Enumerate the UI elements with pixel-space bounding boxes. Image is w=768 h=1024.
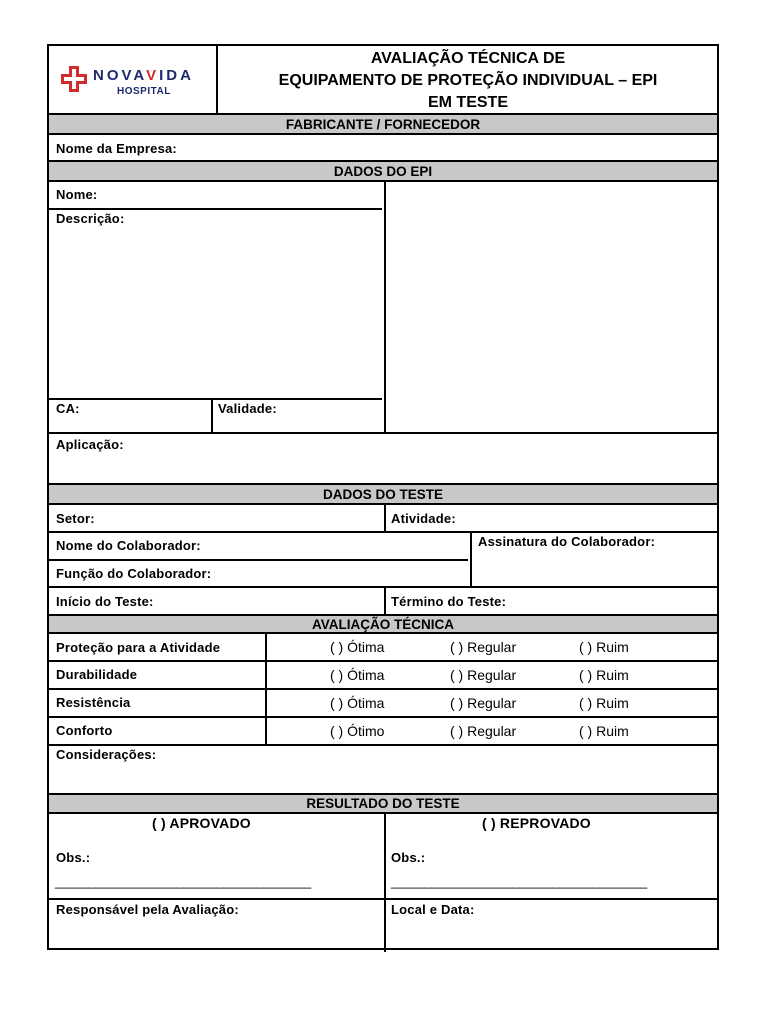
section-dados-epi: DADOS DO EPI xyxy=(49,160,717,182)
responsavel-label: Responsável pela Avaliação: xyxy=(56,902,239,917)
local-data-label: Local e Data: xyxy=(391,902,475,917)
option-otima[interactable]: ( ) Ótima xyxy=(330,639,385,655)
section-resultado: RESULTADO DO TESTE xyxy=(49,793,717,814)
option-regular[interactable]: ( ) Regular xyxy=(450,639,517,655)
hospital-logo xyxy=(57,62,207,102)
option-regular[interactable]: ( ) Regular xyxy=(450,695,517,711)
option-otima[interactable]: ( ) Ótima xyxy=(330,667,385,683)
option-otimo[interactable]: ( ) Ótimo xyxy=(330,723,385,739)
section-avaliacao: AVALIAÇÃO TÉCNICA xyxy=(49,614,717,634)
termino-label: Término do Teste: xyxy=(391,594,507,609)
obs-line[interactable]: ______________________________________ xyxy=(55,874,311,889)
inicio-label: Início do Teste: xyxy=(56,594,154,609)
ca-label: CA: xyxy=(56,401,80,416)
criteria-label: Proteção para a Atividade xyxy=(56,640,221,655)
reprovado-checkbox[interactable]: ( ) REPROVADO xyxy=(482,815,591,831)
logo-subtitle: HOSPITAL xyxy=(117,86,171,97)
option-regular[interactable]: ( ) Regular xyxy=(450,667,517,683)
assinatura-label: Assinatura do Colaborador: xyxy=(478,534,656,549)
option-ruim[interactable]: ( ) Ruim xyxy=(579,667,629,683)
section-dados-teste: DADOS DO TESTE xyxy=(49,483,717,505)
logo-brand: NOVAVIDA xyxy=(93,67,194,84)
red-cross-icon xyxy=(61,66,87,92)
aplicacao-label: Aplicação: xyxy=(56,437,124,452)
empresa-label: Nome da Empresa: xyxy=(56,141,177,156)
validade-label: Validade: xyxy=(218,401,277,416)
criteria-label: Resistência xyxy=(56,695,131,710)
nome-label: Nome: xyxy=(56,187,98,202)
obs-label: Obs.: xyxy=(391,850,426,865)
criteria-label: Conforto xyxy=(56,723,113,738)
atividade-label: Atividade: xyxy=(391,511,456,526)
option-ruim[interactable]: ( ) Ruim xyxy=(579,695,629,711)
form-title: AVALIAÇÃO TÉCNICA DE EQUIPAMENTO DE PROTEÇÃO INDIVIDUAL – EPI EM TESTE xyxy=(278,50,658,111)
descricao-label: Descrição: xyxy=(56,211,125,226)
criteria-label: Durabilidade xyxy=(56,667,138,682)
obs-label: Obs.: xyxy=(56,850,91,865)
section-fabricante: FABRICANTE / FORNECEDOR xyxy=(49,113,717,135)
option-ruim[interactable]: ( ) Ruim xyxy=(579,723,629,739)
consideracoes-label: Considerações: xyxy=(56,747,157,762)
aprovado-checkbox[interactable]: ( ) APROVADO xyxy=(152,815,251,831)
setor-label: Setor: xyxy=(56,511,95,526)
funcao-label: Função do Colaborador: xyxy=(56,566,212,581)
option-ruim[interactable]: ( ) Ruim xyxy=(579,639,629,655)
epi-evaluation-form xyxy=(47,44,719,950)
option-regular[interactable]: ( ) Regular xyxy=(450,723,517,739)
obs-line[interactable]: ______________________________________ xyxy=(391,874,647,889)
option-otima[interactable]: ( ) Ótima xyxy=(330,695,385,711)
colaborador-label: Nome do Colaborador: xyxy=(56,538,201,553)
